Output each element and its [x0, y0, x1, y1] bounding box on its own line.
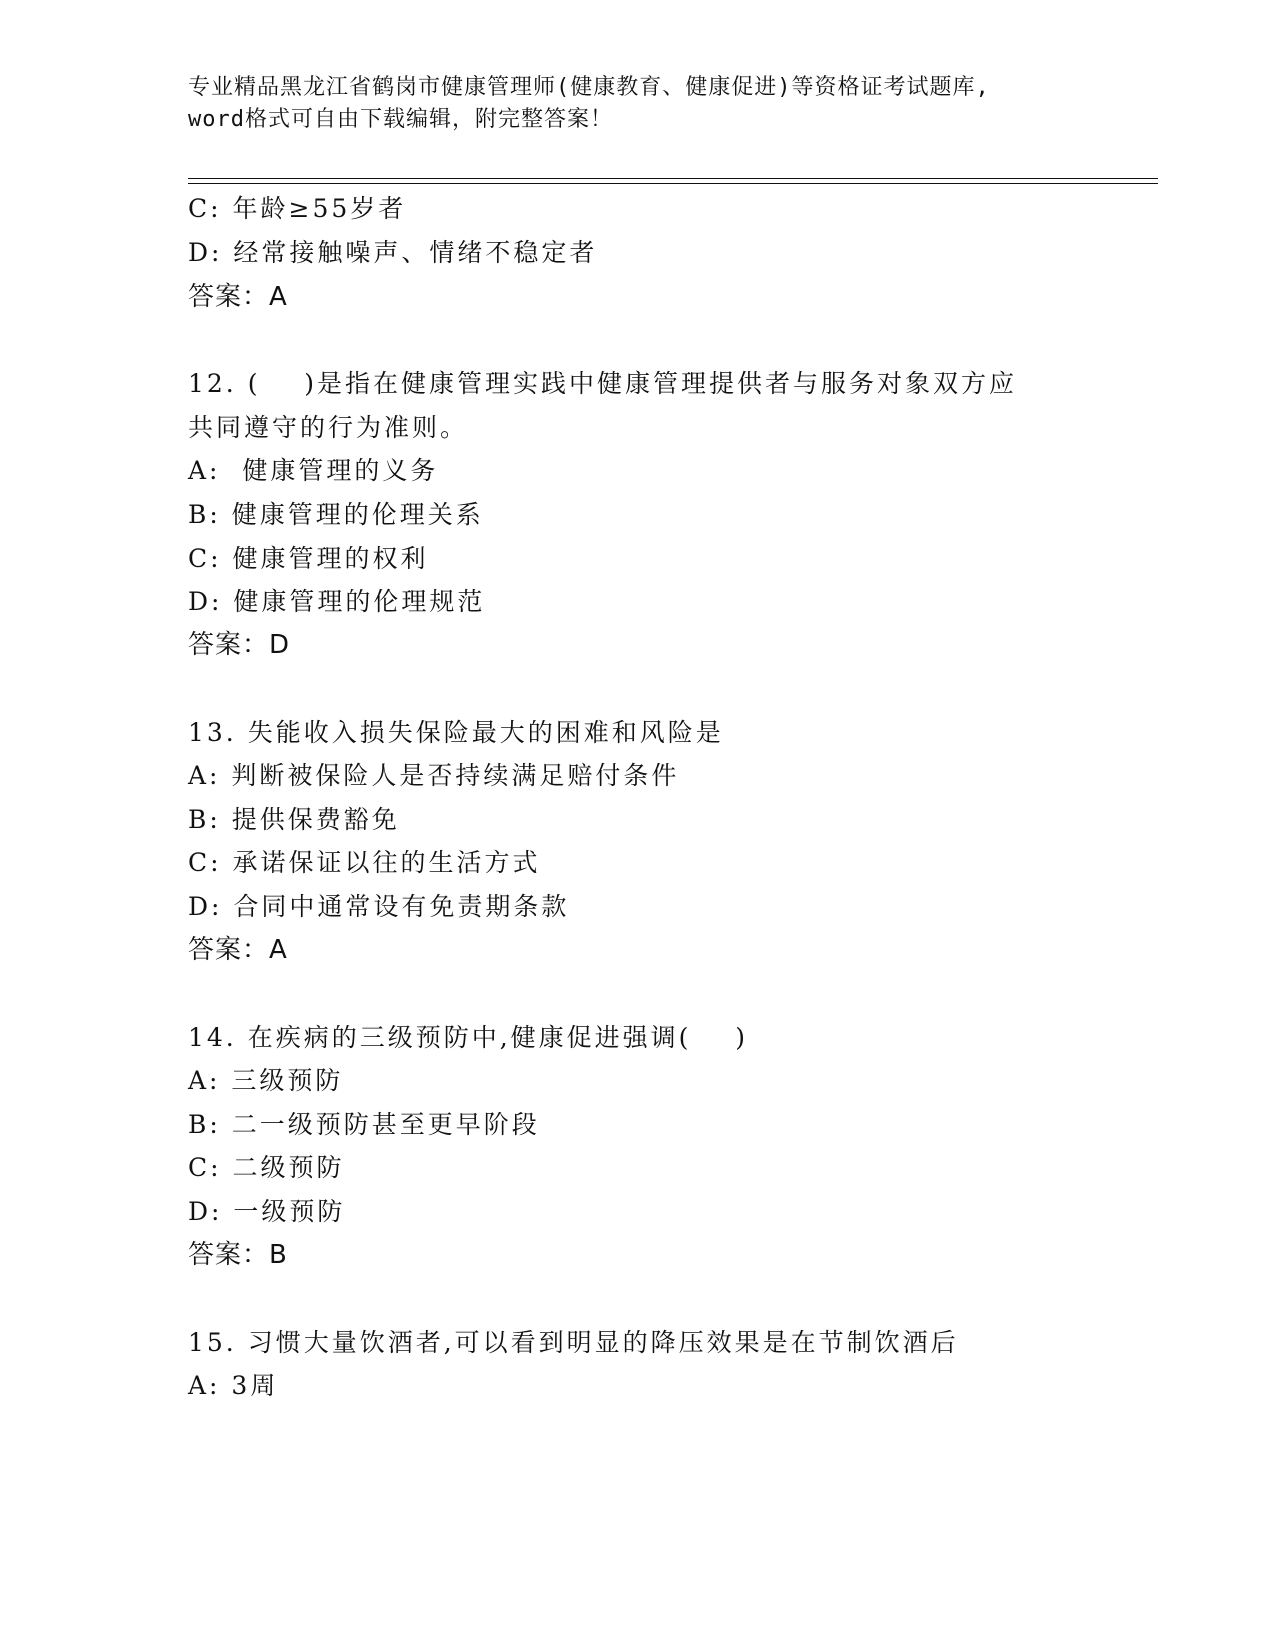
q12-option-c: C: 健康管理的权利	[188, 544, 429, 573]
q12-stem-line-2: 共同遵守的行为准则。	[188, 413, 469, 442]
q12-answer: 答案：D	[188, 630, 291, 660]
header-divider-bottom	[188, 183, 1158, 184]
header-divider-top	[188, 178, 1158, 179]
q11-option-d: D: 经常接触噪声、情绪不稳定者	[188, 238, 598, 267]
q13-option-c: C: 承诺保证以往的生活方式	[188, 848, 541, 877]
q14-option-d: D: 一级预防	[188, 1197, 346, 1226]
q12-option-a: A: 健康管理的义务	[188, 456, 439, 485]
q11-answer: 答案：A	[188, 282, 288, 312]
q13-answer: 答案：A	[188, 935, 288, 965]
q12-stem-line-1: 12. ( )是指在健康管理实践中健康管理提供者与服务对象双方应	[188, 369, 1018, 398]
q12-option-b: B: 健康管理的伦理关系	[188, 500, 484, 529]
q14-stem: 14. 在疾病的三级预防中,健康促进强调( )	[188, 1023, 748, 1052]
q13-option-a: A: 判断被保险人是否持续满足赔付条件	[188, 761, 680, 790]
q14-option-c: C: 二级预防	[188, 1153, 345, 1182]
q14-answer: 答案：B	[188, 1240, 288, 1270]
q13-stem: 13. 失能收入损失保险最大的困难和风险是	[188, 718, 724, 747]
q11-option-c: C: 年龄≥55岁者	[188, 194, 407, 223]
q15-stem: 15. 习惯大量饮酒者,可以看到明显的降压效果是在节制饮酒后	[188, 1328, 959, 1357]
header-line-1: 专业精品黑龙江省鹤岗市健康管理师(健康教育、健康促进)等资格证考试题库,	[188, 75, 990, 100]
q14-option-a: A: 三级预防	[188, 1066, 344, 1095]
q13-option-b: B: 提供保费豁免	[188, 805, 400, 834]
document-header	[188, 72, 1088, 136]
q13-option-d: D: 合同中通常设有免责期条款	[188, 892, 570, 921]
header-line-2: word格式可自由下载编辑，附完整答案！	[188, 107, 613, 132]
q12-option-d: D: 健康管理的伦理规范	[188, 587, 486, 616]
q14-option-b: B: 二一级预防甚至更早阶段	[188, 1110, 540, 1139]
q15-option-a: A: 3周	[188, 1371, 279, 1400]
